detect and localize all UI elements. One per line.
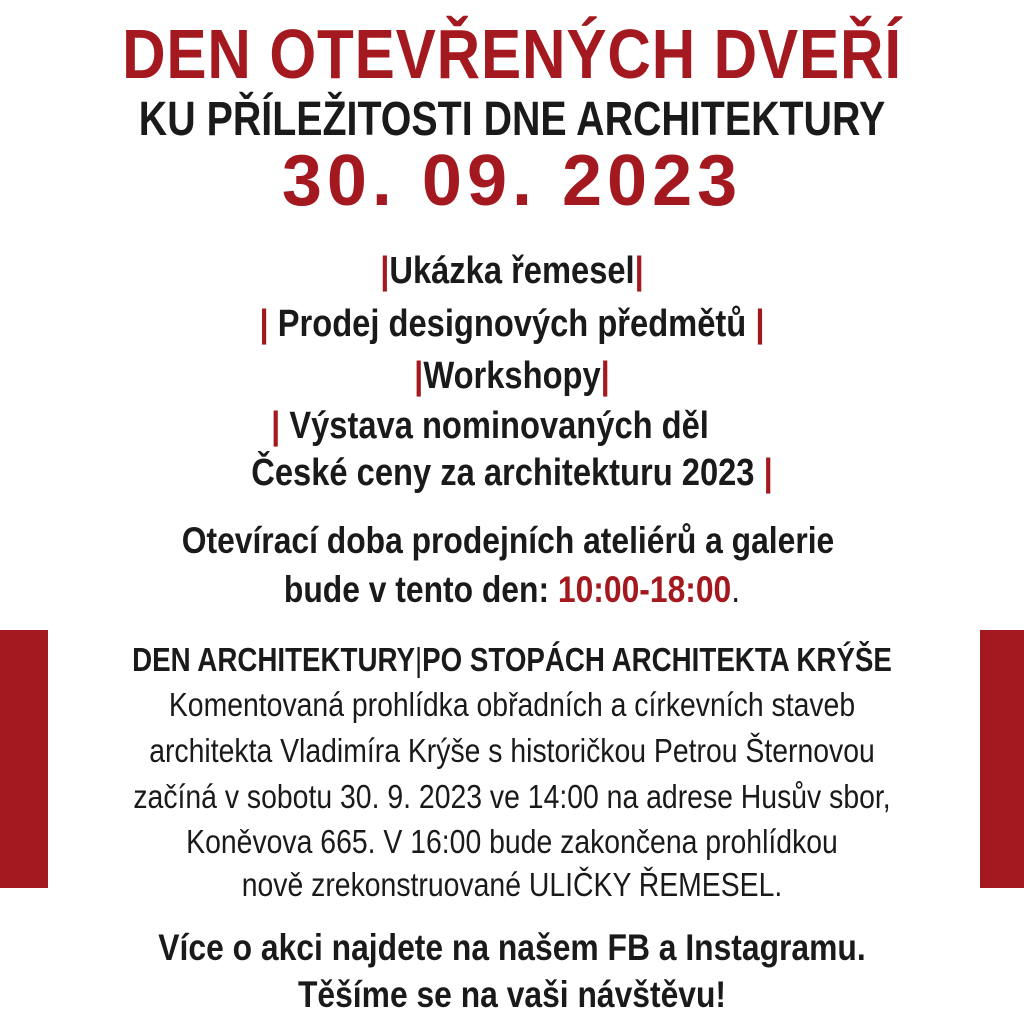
opening-hours-time: 10:00-18:00: [557, 569, 732, 610]
tour-text-line3: začíná v sobotu 30. 9. 2023 ve 14:00 na adrese Husův sbor,: [133, 778, 891, 815]
event-subtitle: KU PŘÍLEŽITOSTI DNE ARCHITEKTURY: [138, 93, 886, 146]
tour-heading: DEN ARCHITEKTURY|PO STOPÁCH ARCHITEKTA KRÝŠE: [132, 641, 892, 678]
separator-bar: |: [259, 303, 269, 345]
right-accent-bar: [980, 630, 1024, 888]
feature-item-exhibition: | Výstava nominovaných děl: [271, 405, 709, 447]
feature-item-design-sale: | Prodej designových předmětů |: [259, 303, 765, 345]
event-date: 30. 09. 2023: [281, 141, 743, 221]
feature-item-exhibition-line2: České ceny za architekturu 2023 |: [251, 452, 773, 494]
separator-bar: |: [755, 303, 765, 345]
tour-text-line5: nově zrekonstruované ULIČKY ŘEMESEL.: [241, 866, 783, 903]
footer-welcome-line: Těšíme se na vaši návštěvu!: [297, 974, 727, 1015]
separator-bar: |: [763, 452, 773, 494]
left-accent-bar: [0, 630, 48, 888]
tour-text-line4: Koněvova 665. V 16:00 bude zakončena prohlídkou: [186, 823, 838, 860]
tour-text-line2: architekta Vladimíra Krýše s historičkou Petrou Šternovou: [149, 732, 875, 769]
tour-text-line1: Komentovaná prohlídka obřadních a církevních staveb: [168, 686, 856, 723]
footer-social-line: Více o akci najdete na našem FB a Instagramu.: [158, 927, 866, 968]
separator-bar: |: [600, 355, 610, 397]
opening-hours-line2: bude v tento den: 10:00-18:00.: [283, 569, 741, 610]
separator-bar: |: [271, 405, 281, 447]
separator-bar: |: [414, 355, 424, 397]
feature-item-crafts: |Ukázka řemesel|: [380, 250, 644, 292]
separator-bar: |: [380, 250, 390, 292]
separator-bar: |: [634, 250, 644, 292]
separator-bar: |: [414, 641, 423, 678]
event-title: DEN OTEVŘENÝCH DVEŘÍ: [122, 15, 902, 93]
feature-item-workshops: |Workshopy|: [414, 355, 610, 397]
opening-hours-line1: Otevírací doba prodejních ateliérů a galerie: [181, 520, 835, 561]
